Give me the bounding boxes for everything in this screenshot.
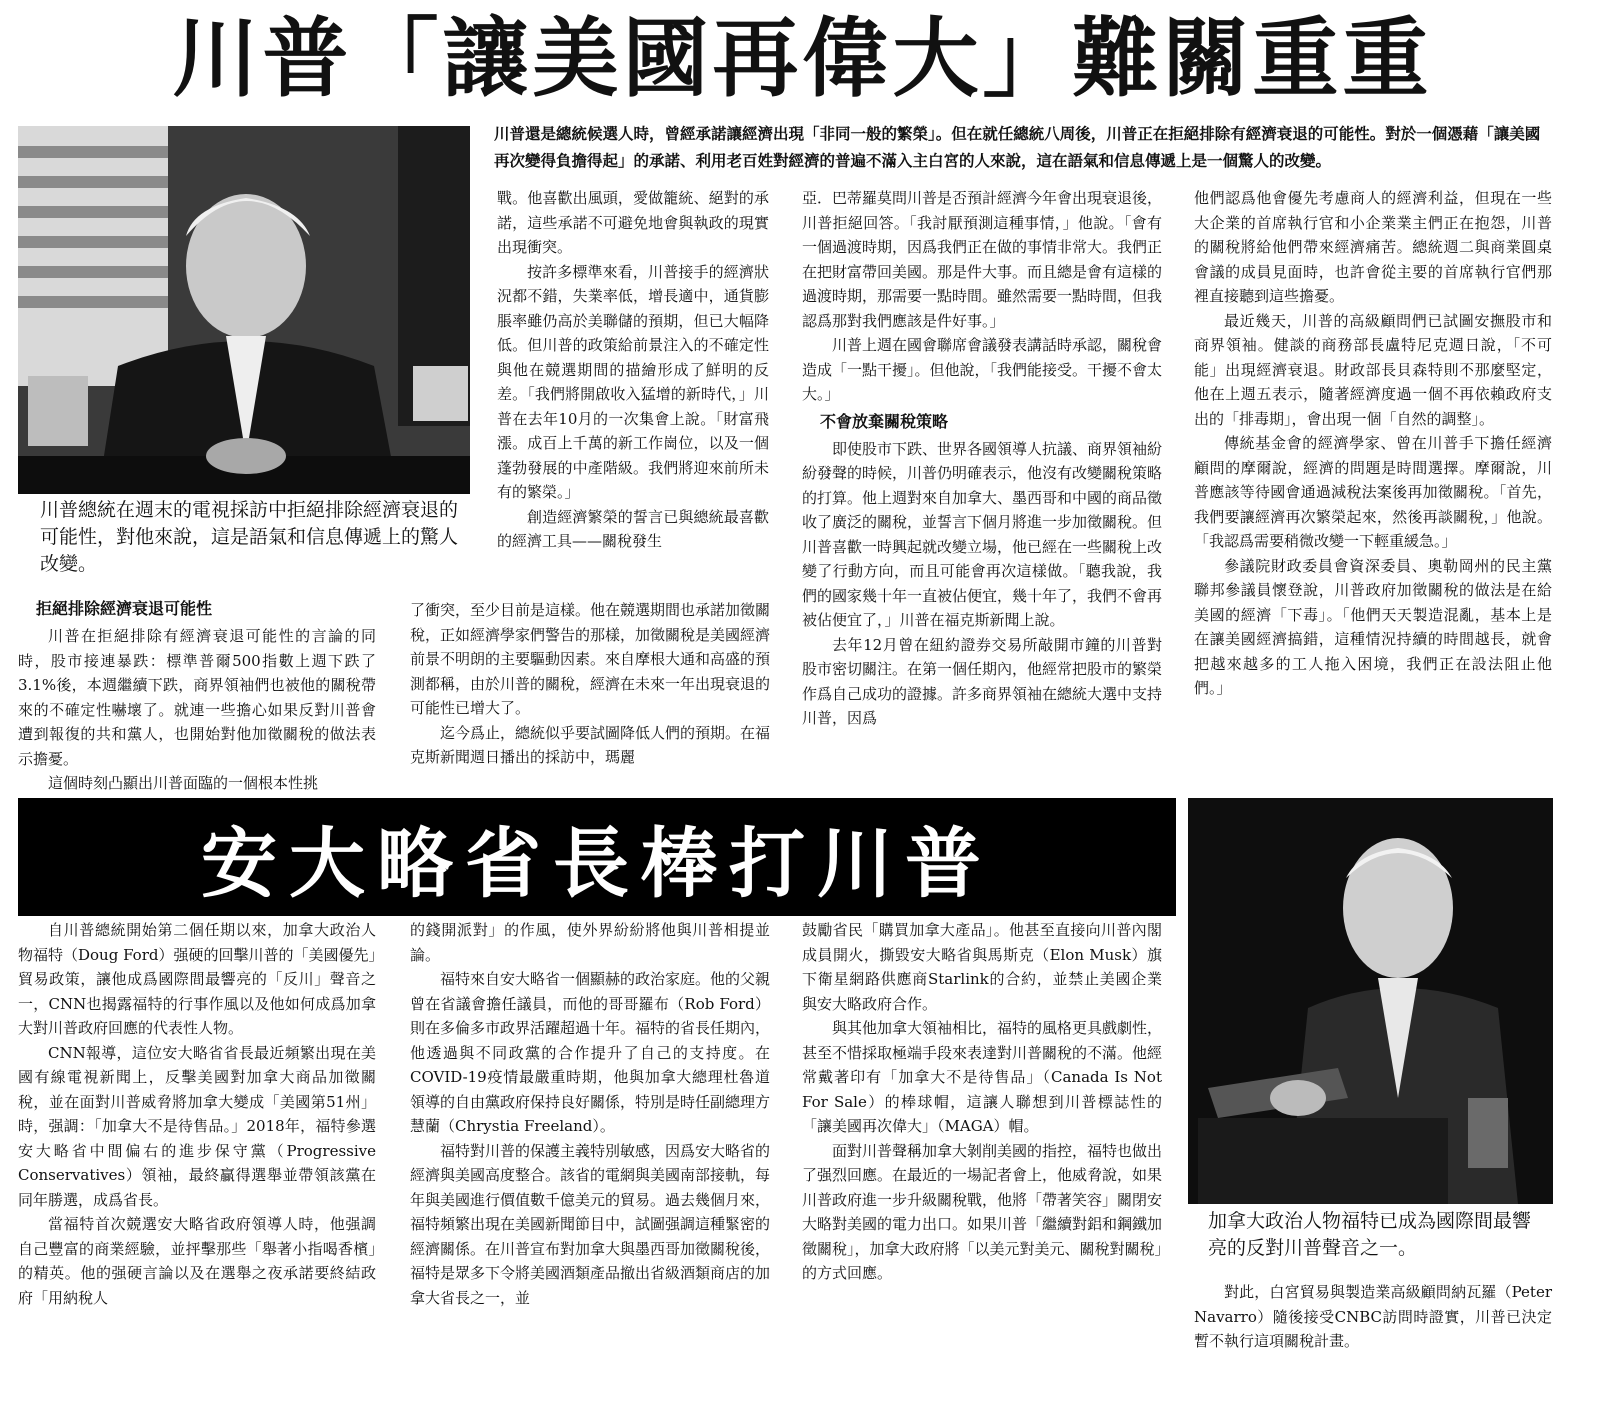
paragraph: 的錢開派對」的作風，使外界紛紛將他與川普相提並論。 (410, 921, 770, 964)
paragraph: 自川普總統開始第二個任期以來，加拿大政治人物福特（Doug Ford）强硬的回擊川普的「美國優先」貿易政策，讓他成爲國際間最響亮的「反川」聲音之一，CNN也揭露福特的行事作風以及他如何成爲加拿大對川普政府回應的代表性人物。 (18, 921, 376, 1037)
paragraph: 參議院財政委員會資深委員、奧勒岡州的民主黨聯邦參議員懷登說，川普政府加徵關稅的做法是在給美國的經濟「下毒」。「他們天天製造混亂，基本上是在讓美國經濟搞錯，這種情況持續的時間越長，就會把越來越多的工人拖入困境，我們正在設法阻止他們。」 (1194, 556, 1552, 697)
article2-column-1 (18, 918, 376, 1310)
paragraph: 去年12月曾在紐約證券交易所敲開市鐘的川普對股市密切關注。在第一個任期內，他經常把股市的繁榮作爲自己成功的證據。許多商界領袖在總統大選中支持川普，因爲 (802, 635, 1163, 727)
article2-column-3 (802, 918, 1162, 1286)
paragraph: 了衝突，至少目前是這樣。他在競選期間也承諾加徵關稅，正如經濟學家們警告的那樣，加徵關稅是美國經濟前景不明朗的主要驅動因素。來自摩根大通和高盛的預測都稱，由於川普的關稅，經濟在未來一年出現衰退的可能性已增大了。 (410, 601, 771, 717)
paragraph: 川普在拒絕排除有經濟衰退可能性的言論的同時，股市接連暴跌：標準普爾500指數上週下跌了3.1%後，本週繼續下跌，商界領袖們也被他的關稅帶來的不確定性嚇壞了。就連一些擔心如果反對川普會遭到報復的共和黨人，也開始對他加徵關稅的做法表示擔憂。 (18, 627, 376, 768)
paragraph: 福特來自安大略省一個顯赫的政治家庭。他的父親曾在省議會擔任議員，而他的哥哥羅布（Rob Ford）則在多倫多市政界活躍超過十年。福特的省長任期內，他透過與不同政黨的合作提升了自己的支持度。在COVID-19疫情最嚴重時期，他與加拿大總理杜魯道領導的自由黨政府保持良好關係，特別是時任副總理方慧蘭（Chrystia Freeland）。 (410, 970, 771, 1135)
article1-column-1 (18, 594, 376, 796)
paragraph: 最近幾天，川普的高級顧問們已試圖安撫股市和商界領袖。健談的商務部長盧特尼克週日說，「不可能」出現經濟衰退。財政部長貝森特則不那麼堅定，他在上週五表示，隨著經濟度過一個不再依賴政府支出的「排毒期」，會出現一個「自然的調整」。 (1194, 311, 1552, 428)
article1-column-3 (802, 186, 1162, 731)
article1-column-2-upper (497, 186, 769, 554)
paragraph: 川普上週在國會聯席會議發表講話時承認，關稅會造成「一點干擾」。但他說，「我們能接受。干擾不會太大。」 (802, 336, 1163, 403)
subhead-tariff-strategy: 不會放棄關稅策略 (820, 411, 949, 431)
paragraph: 鼓勵省民「購買加拿大產品」。他甚至直接向川普內閣成員開火，撕毀安大略省與馬斯克（Elon Musk）旗下衛星網路供應商Starlink的合約，並禁止美國企業與安大略政府合作。 (802, 921, 1162, 1013)
paragraph: 亞．巴蒂羅莫問川普是否預計經濟今年會出現衰退後，川普拒絕回答。「我討厭預測這種事情，」他說。「會有一個過渡時期，因爲我們正在做的事情非常大。我們正在把財富帶回美國。那是件大事。而且總是會有這樣的過渡時期，那需要一點時間。雖然需要一點時間，但我認爲那對我們應該是件好事。」 (802, 189, 1163, 330)
photo-trump-oval-office (18, 126, 470, 494)
paragraph: 即使股市下跌、世界各國領導人抗議、商界領袖紛紛發聲的時候，川普仍明確表示，他沒有改變關稅策略的打算。他上週對來自加拿大、墨西哥和中國的商品徵收了廣泛的關稅，並誓言下個月將進一步加徵關稅。但川普喜歡一時興起就改變立場，他已經在一些關稅上改變了行動方向，而且可能會再次這樣做。「聽我說，我們的國家幾十年一直被佔便宜，幾十年了，我們不會再被佔便宜了，」川普在福克斯新聞上說。 (802, 439, 1163, 629)
ford-photo-image (1188, 798, 1553, 1204)
photo-doug-ford (1188, 798, 1553, 1204)
paragraph: 這個時刻凸顯出川普面臨的一個根本性挑 (48, 774, 319, 792)
photo-caption-ford: 加拿大政治人物福特已成為國際間最響亮的反對川普聲音之一。 (1208, 1210, 1532, 1259)
article2-column-2 (410, 918, 770, 1310)
paragraph: 按許多標準來看，川普接手的經濟狀況都不錯，失業率低，增長適中，通貨膨脹率雖仍高於美聯儲的預期，但已大幅降低。但川普的政策給前景注入的不確定性與他在競選期間的描繪形成了鮮明的反差。「我們將開啟收入猛增的新時代，」川普在去年10月的一次集會上說。「財富飛漲。成百上千萬的新工作崗位，以及一個蓬勃發展的中產階級。我們將迎來前所未有的繁榮。」 (497, 262, 769, 501)
paragraph: 面對川普聲稱加拿大剝削美國的指控，福特也做出了强烈回應。在最近的一場記者會上，他威脅說，如果川普政府進一步升級關稅戰，他將「帶著笑容」關閉安大略對美國的電力出口。如果川普「繼續對鋁和鋼鐵加徵關稅」，加拿大政府將「以美元對美元、關稅對關稅」的方式回應。 (802, 1141, 1163, 1282)
paragraph: 迄今爲止，總統似乎要試圖降低人們的預期。在福克斯新聞週日播出的採訪中，瑪麗 (410, 723, 771, 766)
paragraph: 戰。他喜歡出風頭，愛做籠統、絕對的承諾，這些承諾不可避免地會與執政的現實出現衝突。 (497, 189, 769, 256)
article1-column-2-lower (410, 598, 770, 770)
photo-caption-trump: 川普總統在週末的電視採訪中拒絕排除經濟衰退的可能性，對他來說，這是語氣和信息傳遞上的驚人改變。 (40, 499, 459, 575)
headline-ford-banner: 安大略省長棒打川普 (18, 798, 1176, 916)
paragraph: 對此，白宮貿易與製造業高級顧問納瓦羅（Peter Navarro）隨後接受CNBC訪問時證實，川普已決定暫不執行這項關稅計畫。 (1194, 1283, 1552, 1350)
paragraph: 福特對川普的保護主義特別敏感，因爲安大略省的經濟與美國高度整合。該省的電網與美國南部接軌，每年與美國進行價值數千億美元的貿易。過去幾個月來，福特頻繁出現在美國新聞節目中，試圖强調這種緊密的經濟關係。在川普宣布對加拿大與墨西哥加徵關稅後，福特是眾多下令將美國酒類產品撤出省級酒類商店的加拿大省長之一，並 (410, 1141, 771, 1307)
paragraph: 與其他加拿大領袖相比，福特的風格更具戲劇性，甚至不惜採取極端手段來表達對川普關稅的不滿。他經常戴著印有「加拿大不是待售品」（Canada Is Not For Sale）的棒球帽，這讓人聯想到川普標誌性的「讓美國再次偉大」（MAGA）帽。 (802, 1019, 1163, 1135)
article2-column-4 (1194, 1280, 1552, 1354)
paragraph: 傳統基金會的經濟學家、曾在川普手下擔任經濟顧問的摩爾說，經濟的問題是時間選擇。摩爾說，川普應該等待國會通過減稅法案後再加徵關稅。「首先，我們要讓經濟再次繁榮起來，然後再談關稅，」他說。「我認爲需要稍微改變一下輕重緩急。」 (1194, 434, 1552, 550)
article1-column-4 (1194, 186, 1552, 701)
article-lead: 川普還是總統候選人時，曾經承諾讓經濟出現「非同一般的繁榮」。但在就任總統八周後，川普正在拒絕排除有經濟衰退的可能性。對於一個憑藉「讓美國再次變得負擔得起」的承諾、利用老百姓對經濟的普遍不滿入主白宮的人來說，這在語氣和信息傳遞上是一個驚人的改變。 (494, 125, 1541, 170)
paragraph: 創造經濟繁榮的誓言已與總統最喜歡的經濟工具——關稅發生 (497, 507, 769, 550)
paragraph: CNN報導，這位安大略省省長最近頻繁出現在美國有線電視新聞上，反擊美國對加拿大商品加徵關稅，並在面對川普威脅將加拿大變成「美國第51州」時，强調：「加拿大不是待售品。」2018年，福特參選安大略省中間偏右的進步保守黨（Progressive Conservatives）領袖，最終贏得選舉並帶領該黨在同年勝選，成爲省長。 (18, 1043, 376, 1209)
paragraph: 他們認爲他會優先考慮商人的經濟利益，但現在一些大企業的首席執行官和小企業業主們正在抱怨，川普的關稅將給他們帶來經濟痛苦。總統週二與商業圓桌會議的成員見面時，也許會從主要的首席執行官們那裡直接聽到這些擔憂。 (1194, 189, 1552, 305)
headline-trump-maga: 川普「讓美國再偉大」難關重重 (172, 9, 1433, 109)
subhead-no-recession-denial: 拒絕排除經濟衰退可能性 (36, 599, 213, 618)
paragraph: 當福特首次競選安大略省政府領導人時，他强調自己豐富的商業經驗，並抨擊那些「舉著小指喝香檳」的精英。他的强硬言論以及在選舉之夜承諾要終結政府「用納稅人 (18, 1215, 376, 1307)
trump-photo-image (18, 126, 470, 494)
